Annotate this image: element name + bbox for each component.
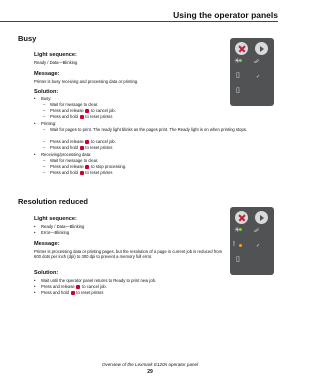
list-item: – Press and hold to reset printer. [43, 170, 114, 175]
list-item: • Busy: [34, 96, 52, 101]
error-led-icon [239, 244, 242, 247]
network-icon: ☍ [254, 228, 260, 234]
list-item: – Press and release to cancel job. [43, 108, 116, 113]
list-item: – Press and release to stop processing. [43, 164, 127, 169]
toner-icon: ✓ [256, 243, 261, 249]
list-item: • Receiving/processing data: [34, 152, 92, 157]
list-item: – Press and hold to reset printer. [43, 114, 114, 119]
operator-panel-image-busy [230, 38, 274, 106]
ready-bulb-icon: ☀ [234, 58, 241, 65]
cancel-x-icon [80, 115, 84, 119]
continue-button-icon [255, 211, 268, 224]
cancel-x-icon [80, 146, 84, 150]
operator-panel-image-resolution [230, 207, 274, 275]
page-header [0, 6, 300, 22]
page-header-title: Using the operator panels [173, 10, 278, 20]
ready-bulb-icon: ☀ [234, 227, 241, 234]
list-item: • Error—Blinking [34, 230, 70, 235]
list-item: – Wait for pages to print. The ready light blinks as the pages print. The Ready light is on when printing stops. [43, 127, 248, 132]
section-title-busy: Busy [18, 34, 37, 43]
busy-light-sequence: Ready / Data—Blinking [34, 60, 78, 65]
busy-solution-label: Solution: [34, 89, 59, 95]
busy-light-sequence-label: Light sequence: [34, 52, 77, 58]
resolution-message: Printer is processing data or printing pages, but the resolution of a page in current job is reduced from 600 dots per inch (dpi) to 300 dpi to prevent a memory full error. [34, 249, 223, 260]
cancel-button-icon [235, 211, 248, 224]
busy-message: Printer is busy receiving and processing data or printing. [34, 79, 139, 84]
list-item: • Press and release to cancel job. [34, 284, 107, 289]
cancel-button-icon [235, 42, 248, 55]
network-icon: ☍ [254, 59, 260, 65]
page-number: 29 [147, 369, 153, 375]
resolution-message-label: Message: [34, 241, 60, 247]
list-item: – Wait for message to clear. [43, 158, 99, 163]
list-item: – Wait for message to clear. [43, 102, 99, 107]
busy-message-label: Message: [34, 71, 60, 77]
page-icon: ▯ [236, 87, 240, 94]
cancel-x-icon [71, 291, 75, 295]
error-icon: ! [233, 241, 235, 248]
list-item: • Printing: [34, 121, 57, 126]
resolution-solution-label: Solution: [34, 270, 59, 276]
page-icon: ▯ [236, 256, 240, 263]
paper-icon: ▯ [236, 72, 240, 79]
resolution-light-sequence-label: Light sequence: [34, 216, 77, 222]
list-item: – Press and hold to reset printer. [43, 145, 114, 150]
list-item: • Wait until the operator panel returns to Ready to print new job. [34, 278, 157, 283]
cancel-x-icon [85, 165, 89, 169]
list-item: – Press and release to cancel job. [43, 139, 116, 144]
cancel-x-icon [76, 285, 80, 289]
footer-caption: Overview of the Lexmark E120n operator panel [101, 362, 199, 367]
section-title-resolution-reduced: Resolution reduced [18, 197, 89, 206]
cancel-x-icon [85, 109, 89, 113]
cancel-x-icon [80, 171, 84, 175]
continue-button-icon [255, 42, 268, 55]
cancel-x-icon [85, 140, 89, 144]
list-item: • Ready / Data—Blinking [34, 224, 85, 229]
header-rule [0, 21, 278, 22]
list-item: • Press and hold to reset printer. [34, 290, 105, 295]
toner-icon: ✓ [256, 74, 261, 80]
